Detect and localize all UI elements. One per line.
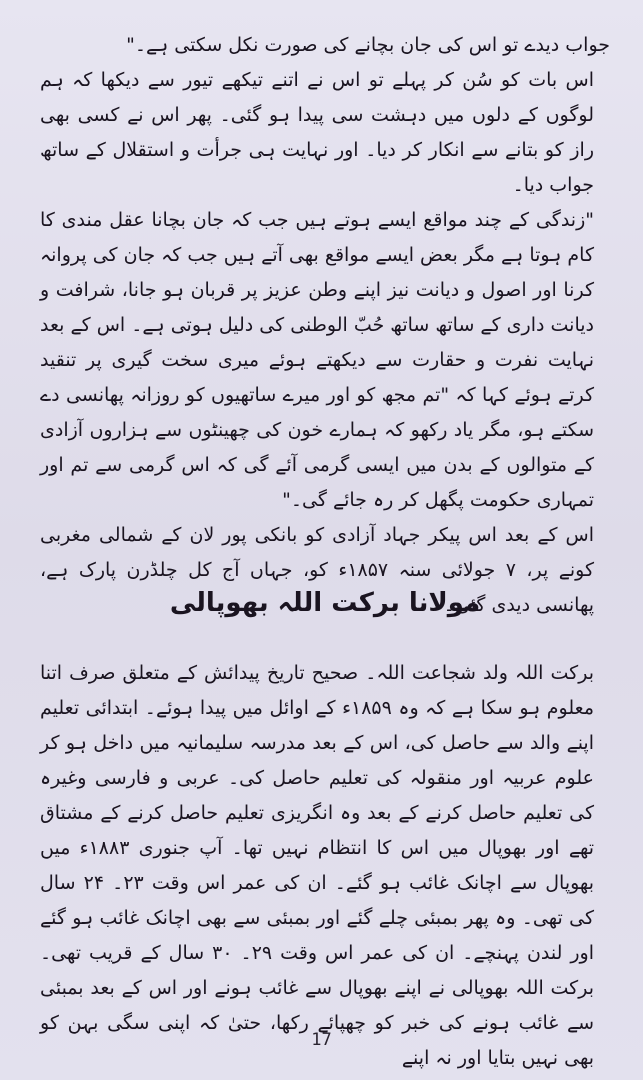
page-number: 17 bbox=[311, 1030, 332, 1050]
paragraph: جواب دیدے تو اس کی جان بچانے کی صورت نکل سکتی ہے۔" bbox=[126, 34, 610, 56]
upper-text-block bbox=[40, 28, 610, 623]
quote-paragraph: "زندگی کے چند مواقع ایسے ہوتے ہیں جب کہ جان بچانا عقل مندی کا کام ہوتا ہے مگر بعض ایسے مواقع بھی آتے ہیں جب کہ جان کی پروانہ کرنا اور اصول و دیانت نیز اپنے وطن عزیز پر قربان ہو جانا، شرافت و دیانت داری کے ساتھ ساتھ حُبّ الوطنی کی دلیل ہوتی ہے۔ اس کے بعد نہایت نفرت و حقارت سے دیکھتے ہوئے میری سخت گیری پر تنقید کرتے ہوئے کہا کہ "تم مجھ کو اور میرے ساتھیوں کو روزانہ پھانسی دے سکتے ہو، مگر یاد رکھو کہ ہمارے خون کی چھینٹوں سے ہزاروں آزادی کے متوالوں کے بدن میں ایسی گرمی آئے گی کہ اس گرمی سے تم اور تمہاری حکومت پگھل کر رہ جائے گی۔" bbox=[40, 209, 594, 511]
paragraph: اس کے بعد اس پیکر جہاد آزادی کو بانکی پور لان کے شمالی مغربی کونے پر، ۷ جولائی سنہ ۱۸۵۷ء کو، جہاں آج کل چلڈرن پارک ہے، پھانسی دیدی گئی۔ bbox=[40, 524, 594, 616]
paragraph: برکت اللہ ولد شجاعت اللہ۔ صحیح تاریخ پیدائش کے متعلق صرف اتنا معلوم ہو سکا ہے کہ وہ ۱۸۵۹ء کے اوائل میں پیدا ہوئے۔ ابتدائی تعلیم اپنے والد سے حاصل کی، اس کے بعد مدرسہ سلیمانیہ میں داخل ہو کر علوم عربیہ اور منقولہ کی تعلیم حاصل کی۔ عربی و فارسی وغیرہ کی تعلیم حاصل کرنے کے بعد وہ انگریزی تعلیم حاصل کرنے کے مشتاق تھے اور بھوپال میں اس کا انتظام نہیں تھا۔ آپ جنوری ۱۸۸۳ء میں بھوپال سے اچانک غائب ہو گئے۔ ان کی عمر اس وقت ۲۳۔ ۲۴ سال کی تھی۔ وہ پھر بمبئی چلے گئے اور بمبئی سے بھی اچانک غائب ہو گئے اور لندن پہنچے۔ ان کی عمر اس وقت ۲۹۔ ۳۰ سال کے قریب تھی۔ برکت اللہ بھوپالی نے اپنے بھوپال سے غائب ہونے اور اس کے بعد بمبئی سے غائب ہونے کی خبر کو چھپائے رکھا، حتیٰ کہ اپنی سگی بہن کو بھی نہیں بتایا اور نہ اپنے bbox=[40, 662, 594, 1069]
paragraph: اس بات کو سُن کر پہلے تو اس نے اتنے تیکھے تیور سے دیکھا کہ ہم لوگوں کے دلوں میں دہشت سی پیدا ہو گئی۔ پھر اس نے کسی بھی راز کو بتانے سے انکار کر دیا۔ اور نہایت ہی جرأت و استقلال کے ساتھ جواب دیا۔ bbox=[40, 69, 594, 196]
lower-text-block bbox=[40, 656, 610, 1076]
section-heading: مولانا برکت اللہ بھوپالی bbox=[169, 588, 481, 618]
